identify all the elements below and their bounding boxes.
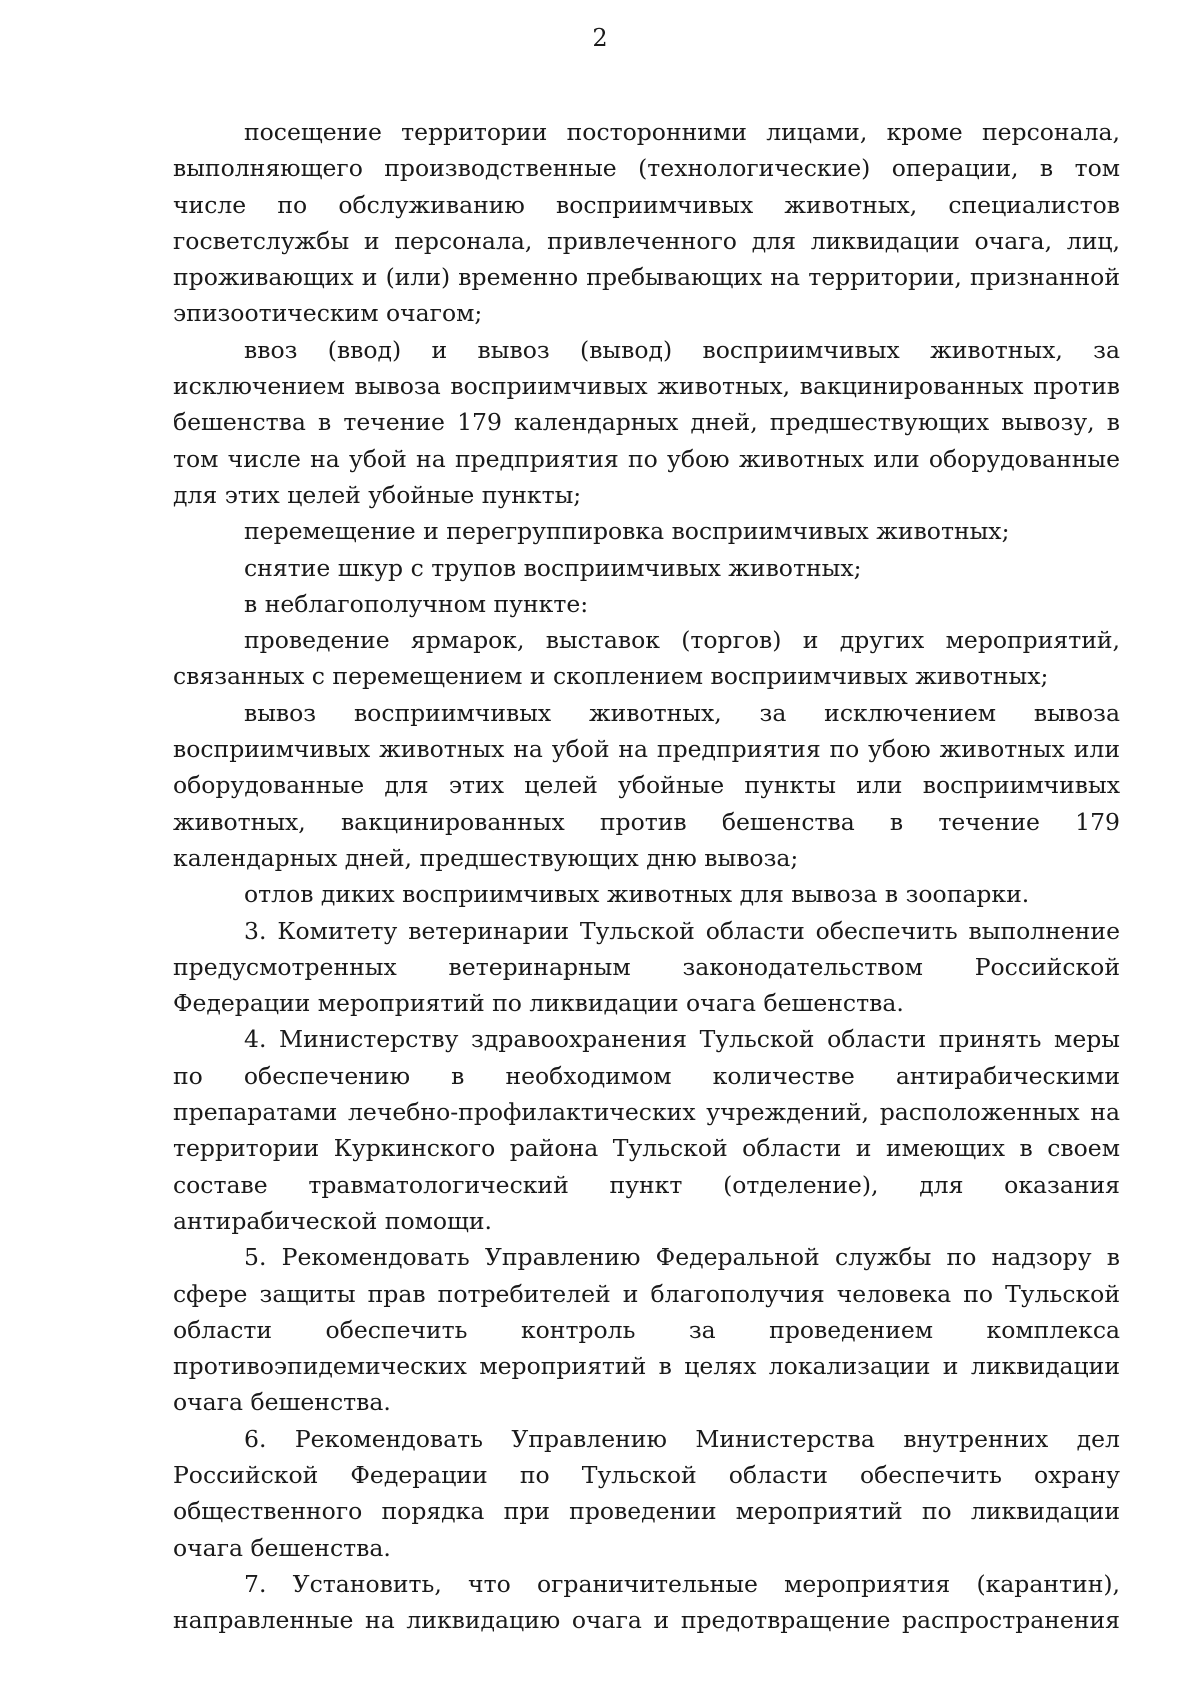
paragraph-skin-removal: снятие шкур с трупов восприимчивых животных; xyxy=(244,553,862,582)
paragraph-unfavorable-point: в неблагополучном пункте: xyxy=(244,589,589,618)
paragraph-item-4: 4. Министерству здравоохранения Тульской области принять меры по обеспечению в необходимом количестве антирабическими препаратами лечебно-профилактических учреждений, расположенных на территории Куркинского района Тульской области и имеющих в своем составе травматологический пункт (отделение), для оказания антирабической помощи. xyxy=(173,1025,1120,1235)
document-body xyxy=(173,114,1120,1638)
paragraph-item-7: 7. Установить, что ограничительные мероприятия (карантин), направленные на ликвидацию очага и предотвращение распространения xyxy=(173,1569,1120,1635)
paragraph-animal-import-export: ввоз (ввод) и вывоз (вывод) восприимчивых животных, за исключением вывоза восприимчивых животных, вакцинированных против бешенства в течение 179 календарных дней, предшествующих вывозу, в том числе на убой на предприятия по убою животных или оборудованные для этих целей убойные пункты; xyxy=(173,335,1120,509)
paragraph-visitor-restriction: посещение территории посторонними лицами, кроме персонала, выполняющего производственные (технологические) операции, в том числе по обслуживанию восприимчивых животных, специалистов госветслужбы и персонала, привлеченного для ликвидации очага, лиц, проживающих и (или) временно пребывающих на территории, признанной эпизоотическим очагом; xyxy=(173,118,1120,328)
paragraph-wild-animal-capture: отлов диких восприимчивых животных для вывоза в зоопарки. xyxy=(244,880,1030,909)
page-number: 2 xyxy=(592,24,608,52)
paragraph-item-6: 6. Рекомендовать Управлению Министерства внутренних дел Российской Федерации по Тульской области обеспечить охрану общественного порядка при проведении мероприятий по ликвидации очага бешенства. xyxy=(173,1424,1120,1562)
paragraph-item-3: 3. Комитету ветеринарии Тульской области обеспечить выполнение предусмотренных ветеринарным законодательством Российской Федерации мероприятий по ликвидации очага бешенства. xyxy=(173,916,1120,1018)
paragraph-animal-removal: вывоз восприимчивых животных, за исключением вывоза восприимчивых животных на убой на предприятия по убою животных или оборудованные для этих целей убойные пункты или восприимчивых животных, вакцинированных против бешенства в течение 179 календарных дней, предшествующих дню вывоза; xyxy=(173,698,1120,872)
paragraph-fairs-exhibitions: проведение ярмарок, выставок (торгов) и других мероприятий, связанных с перемещением и скоплением восприимчивых животных; xyxy=(173,626,1120,691)
paragraph-item-5: 5. Рекомендовать Управлению Федеральной службы по надзору в сфере защиты прав потребителей и благополучия человека по Тульской области обеспечить контроль за проведением комплекса противоэпидемических мероприятий в целях локализации и ликвидации очага бешенства. xyxy=(173,1243,1120,1417)
paragraph-animal-regrouping: перемещение и перегруппировка восприимчивых животных; xyxy=(244,517,1010,546)
